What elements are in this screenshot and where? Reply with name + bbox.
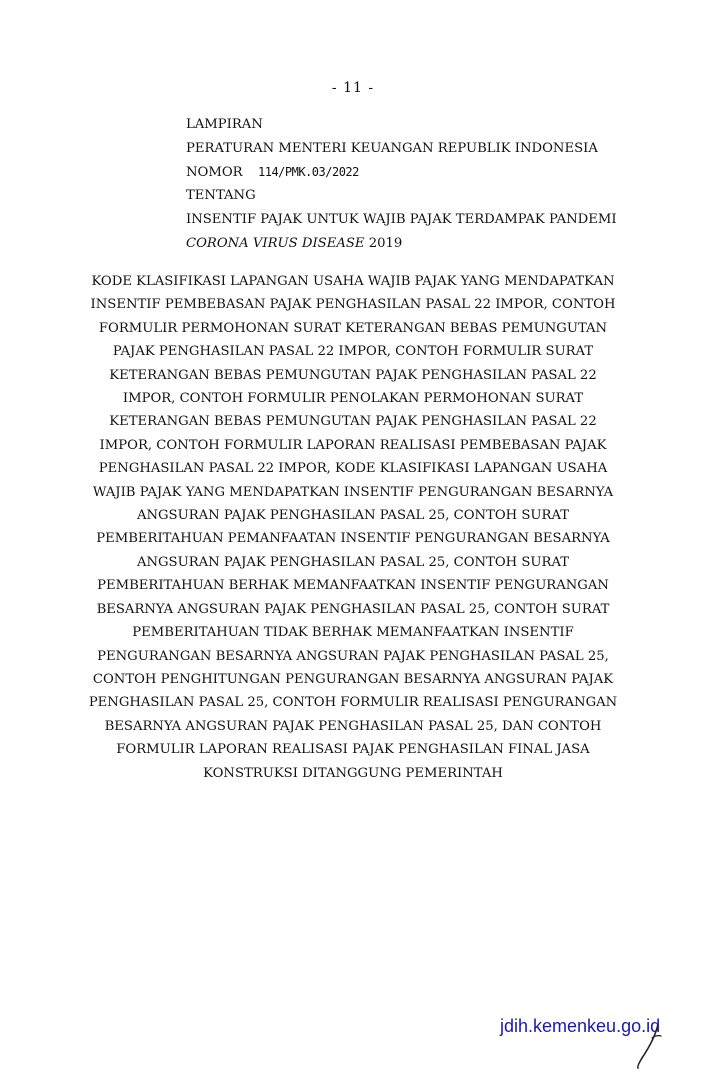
title-line: BESARNYA ANGSURAN PAJAK PENGHASILAN PASAL 25, DAN CONTOH: [104, 718, 602, 734]
title-line: KONSTRUKSI DITANGGUNG PEMERINTAH: [203, 765, 503, 781]
title-line: KETERANGAN BEBAS PEMUNGUTAN PAJAK PENGHASILAN PASAL 22: [109, 367, 597, 383]
title-line: CONTOH PENGHITUNGAN PENGURANGAN BESARNYA ANGSURAN PAJAK: [92, 671, 614, 687]
attachment-header: [186, 113, 646, 256]
lampiran-label: LAMPIRAN: [186, 117, 263, 132]
subject-year: 2019: [364, 235, 403, 251]
signature-stroke-icon: [630, 1020, 670, 1070]
annex-title: [60, 270, 646, 785]
nomor-value: 114/PMK.03/2022: [258, 164, 359, 179]
title-line: PAJAK PENGHASILAN PASAL 22 IMPOR, CONTOH FORMULIR SURAT: [112, 344, 594, 360]
title-line: PENGHASILAN PASAL 22 IMPOR, KODE KLASIFIKASI LAPANGAN USAHA: [98, 461, 608, 477]
subject-line-1: INSENTIF PAJAK UNTUK WAJIB PAJAK TERDAMPAK PANDEMI: [186, 212, 617, 228]
title-line: BESARNYA ANGSURAN PAJAK PENGHASILAN PASAL 25, CONTOH SURAT: [96, 601, 610, 617]
nomor-label: NOMOR: [186, 164, 243, 180]
title-line: FORMULIR PERMOHONAN SURAT KETERANGAN BEBAS PEMUNGUTAN: [98, 320, 608, 336]
title-line: PENGURANGAN BESARNYA ANGSURAN PAJAK PENGHASILAN PASAL 25,: [97, 648, 609, 664]
title-line: PEMBERITAHUAN TIDAK BERHAK MEMANFAATKAN INSENTIF: [132, 625, 574, 641]
title-line: PEMBERITAHUAN BERHAK MEMANFAATKAN INSENTIF PENGURANGAN: [97, 578, 609, 594]
regulation-number-line: [186, 161, 646, 185]
title-line: WAJIB PAJAK YANG MENDAPATKAN INSENTIF PENGURANGAN BESARNYA: [92, 484, 614, 500]
title-line: IMPOR, CONTOH FORMULIR LAPORAN REALISASI PEMBEBASAN PAJAK: [99, 437, 607, 453]
subject-line-2: [186, 232, 646, 256]
title-line: FORMULIR LAPORAN REALISASI PAJAK PENGHASILAN FINAL JASA: [116, 742, 590, 758]
page-number: - 11 -: [331, 80, 375, 96]
title-line: ANGSURAN PAJAK PENGHASILAN PASAL 25, CONTOH SURAT: [136, 554, 570, 570]
title-line: IMPOR, CONTOH FORMULIR PENOLAKAN PERMOHONAN SURAT: [122, 391, 584, 407]
tentang-label: TENTANG: [186, 188, 256, 204]
title-line: PENGHASILAN PASAL 25, CONTOH FORMULIR REALISASI PENGURANGAN: [88, 695, 618, 711]
title-line: INSENTIF PEMBEBASAN PAJAK PENGHASILAN PASAL 22 IMPOR, CONTOH: [90, 297, 616, 313]
title-line: KETERANGAN BEBAS PEMUNGUTAN PAJAK PENGHASILAN PASAL 22: [109, 414, 597, 430]
subject-italic: CORONA VIRUS DISEASE: [186, 235, 365, 251]
title-line: ANGSURAN PAJAK PENGHASILAN PASAL 25, CONTOH SURAT: [136, 508, 570, 524]
jdih-watermark-link[interactable]: jdih.kemenkeu.go.id: [500, 1016, 661, 1036]
regulation-title: PERATURAN MENTERI KEUANGAN REPUBLIK INDONESIA: [186, 140, 598, 156]
title-line: KODE KLASIFIKASI LAPANGAN USAHA WAJIB PAJAK YANG MENDAPATKAN: [91, 274, 615, 289]
title-line: PEMBERITAHUAN PEMANFAATAN INSENTIF PENGURANGAN BESARNYA: [96, 531, 610, 547]
